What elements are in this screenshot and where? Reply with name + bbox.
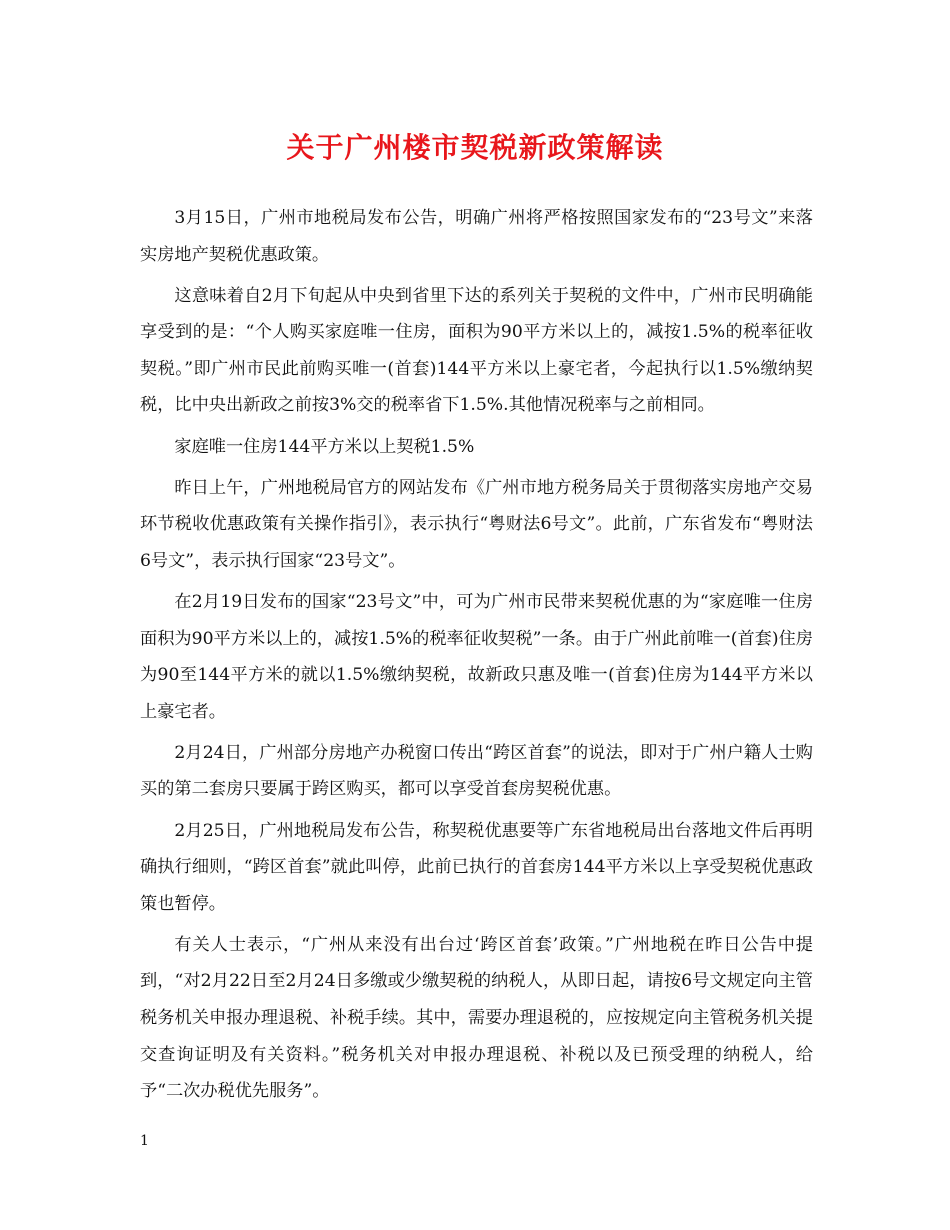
- paragraph: 2月25日，广州地税局发布公告，称契税优惠要等广东省地税局出台落地文件后再明确执行细则，“跨区首套”就此叫停，此前已执行的首套房144平方米以上享受契税优惠政策也暂停。: [140, 820, 813, 914]
- paragraph: 有关人士表示，“广州从来没有出台过‘跨区首套’政策。”广州地税在昨日公告中提到，“对2月22日至2月24日多缴或少缴契税的纳税人，从即日起，请按6号文规定向主管税务机关申报办理退税、补税手续。其中，需要办理退税的，应按规定向主管税务机关提交查询证明及有关资料。”税务机关对申报办理退税、补税以及已预受理的纳税人，给予“二次办税优先服务”。: [140, 934, 813, 1102]
- page-number: 1: [140, 1133, 149, 1149]
- document-body: [140, 200, 813, 1114]
- paragraph: 2月24日，广州部分房地产办税窗口传出“跨区首套”的说法，即对于广州户籍人士购买的第二套房只要属于跨区购买，都可以享受首套房契税优惠。: [140, 742, 813, 800]
- paragraph: 家庭唯一住房144平方米以上契税1.5%: [174, 436, 475, 457]
- paragraph: 昨日上午，广州地税局官方的网站发布《广州市地方税务局关于贯彻落实房地产交易环节税收优惠政策有关操作指引》，表示执行“粤财法6号文”。此前，广东省发布“粤财法6号文”，表示执行国家“23号文”。: [140, 477, 813, 571]
- paragraph: 3月15日，广州市地税局发布公告，明确广州将严格按照国家发布的“23号文”来落实房地产契税优惠政策。: [140, 208, 813, 265]
- paragraph: 这意味着自2月下旬起从中央到省里下达的系列关于契税的文件中，广州市民明确能享受到的是：“个人购买家庭唯一住房，面积为90平方米以上的，减按1.5%的税率征收契税。”即广州市民此前购买唯一(首套)144平方米以上豪宅者，今起执行以1.5%缴纳契税，比中央出新政之前按3%交的税率省下1.5%.其他情况税率与之前相同。: [140, 285, 813, 416]
- paragraph: 在2月19日发布的国家“23号文”中，可为广州市民带来契税优惠的为“家庭唯一住房面积为90平方米以上的，减按1.5%的税率征收契税”一条。由于广州此前唯一(首套)住房为90至144平方米的就以1.5%缴纳契税，故新政只惠及唯一(首套)住房为144平方米以上豪宅者。: [140, 591, 813, 722]
- document-title: 关于广州楼市契税新政策解读: [286, 131, 664, 164]
